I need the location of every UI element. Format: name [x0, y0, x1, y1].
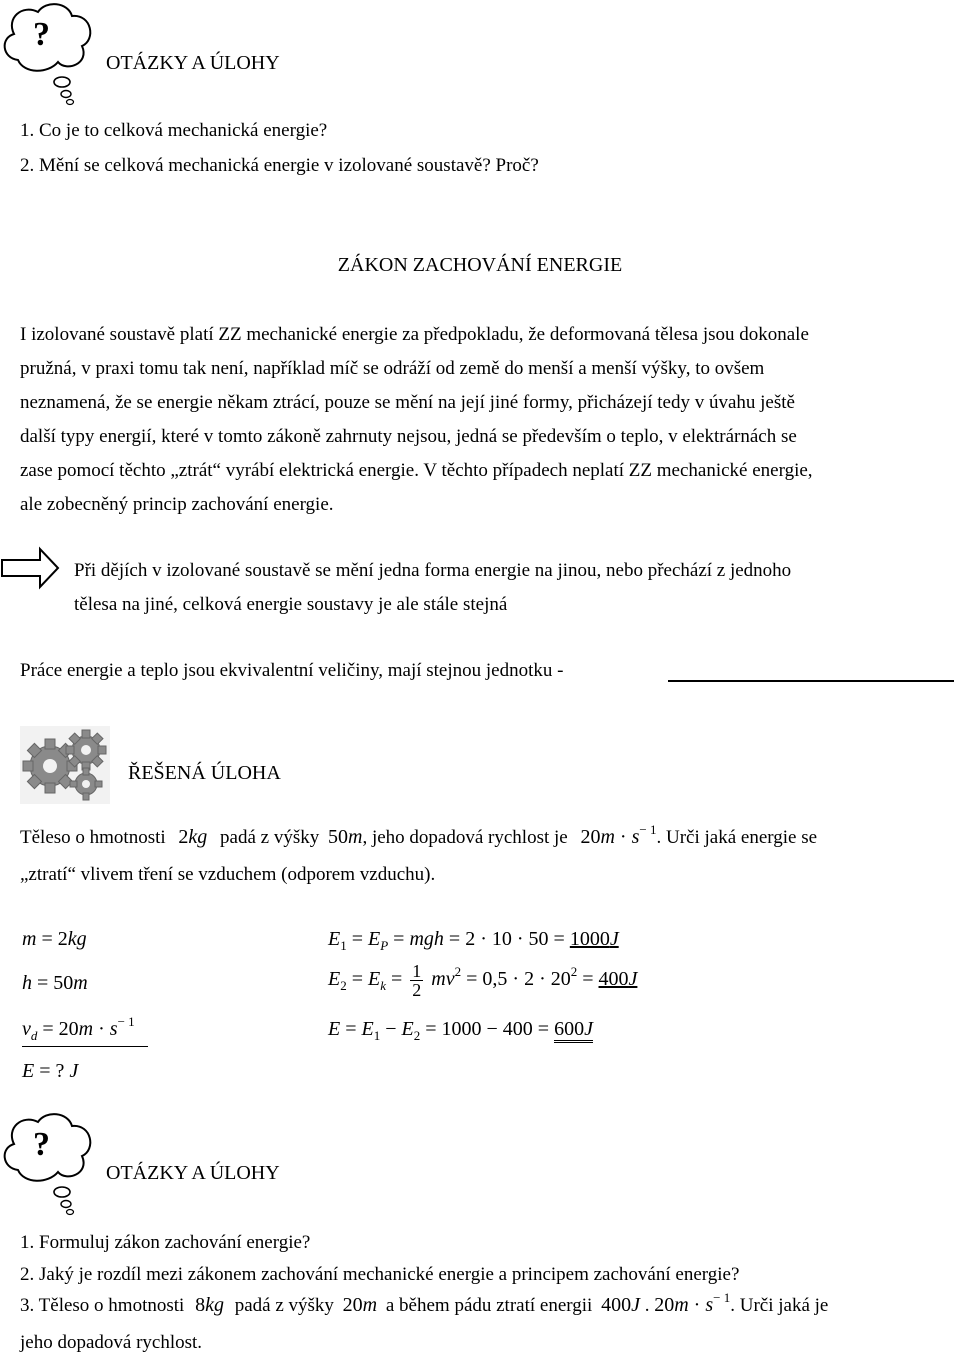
- question-4: 2. Jaký je rozdíl mezi zákonem zachování mechanické energie a principem zachování energie?: [20, 1264, 740, 1285]
- equation-difference: $E = E_1 - E_2 = 1000 - 400 = 600J$: [328, 1018, 593, 1043]
- given-velocity: $v_d = 20m \cdot s^{- 1}$: [22, 1014, 135, 1043]
- thought-bubble-icon: [0, 0, 100, 110]
- law-line: neznamená, že se energie někam ztrácí, pouze se mění na její jiné formy, přicházejí tedy v úvahu ještě: [20, 392, 795, 413]
- principle-line: tělesa na jiné, celková energie soustavy je ale stále stejná: [74, 594, 508, 615]
- given-mass: m = 2kg: [22, 928, 87, 950]
- section-title: ZÁKON ZACHOVÁNÍ ENERGIE: [337, 254, 623, 276]
- question-2: 2. Mění se celková mechanická energie v izolované soustavě? Proč?: [20, 155, 539, 176]
- equation-e2: $E_2 = E_k$ = $\frac{1}{2}$ $mv^2 = 0,5 \cdot 2 \cdot 20^2 = 400J$: [328, 961, 638, 1000]
- given-height: h = 50m: [22, 972, 88, 994]
- equation-e1: $E_1 = E_P$ = mgh = 2 · 10 · 50 = 1000J: [328, 928, 619, 953]
- principle-line: Při dějích v izolované soustavě se mění jedna forma energie na jinou, nebo přechází z jednoho: [74, 560, 792, 581]
- question-mark: ?: [33, 16, 50, 53]
- question-3: 1. Formuluj zákon zachování energie?: [20, 1232, 311, 1253]
- question-mark: ?: [33, 1126, 50, 1163]
- law-line: ale zobecněný princip zachování energie.: [20, 494, 334, 515]
- answer-blank: [668, 680, 954, 682]
- questions-heading: OTÁZKY A ÚLOHY: [106, 52, 280, 74]
- law-line: další typy energií, které v tomto zákoně zahrnuty nejsou, jedná se především o teplo, v elektrárnách se: [20, 426, 797, 447]
- given-divider: [22, 1046, 148, 1047]
- questions-heading-2: OTÁZKY A ÚLOHY: [106, 1162, 280, 1184]
- law-line: zase pomocí těchto „ztrát“ vyrábí elektrická energie. V těchto případech neplatí ZZ mechanické energie,: [20, 460, 813, 481]
- law-line: pružná, v praxi tomu tak není, například míč se odráží od země do menší a menší výšky, to ovšem: [20, 358, 765, 379]
- solved-task-heading: ŘEŠENÁ ÚLOHA: [128, 762, 281, 784]
- law-paragraph: [20, 318, 813, 522]
- gears-icon: [20, 726, 110, 804]
- question-1: 1. Co je to celková mechanická energie?: [20, 120, 328, 141]
- work-line: Práce energie a teplo jsou ekvivalentní veličiny, mají stejnou jednotku -: [20, 660, 564, 681]
- question-5-end: jeho dopadová rychlost.: [20, 1332, 203, 1353]
- law-line: I izolované soustavě platí ZZ mechanické energie za předpokladu, že deformovaná tělesa jsou dokonale: [20, 324, 809, 345]
- thought-bubble-icon: [0, 1110, 100, 1220]
- task-line-1: Těleso o hmotnosti 2kg padá z výšky 50m, jeho dopadová rychlost je $20m \cdot s^{- 1}$. Urči jaká energie se: [20, 822, 818, 848]
- task-line-2: „ztratí“ vlivem tření se vzduchem (odporem vzduchu).: [20, 864, 436, 885]
- arrow-right-icon: [0, 546, 62, 590]
- question-5: 3. Těleso o hmotnosti 8kg padá z výšky 20m a během pádu ztratí energii 400J . $20m \cdot s^{- 1}$. Urči jaká je: [20, 1290, 829, 1316]
- unknown-energy: E = ? J: [22, 1060, 79, 1082]
